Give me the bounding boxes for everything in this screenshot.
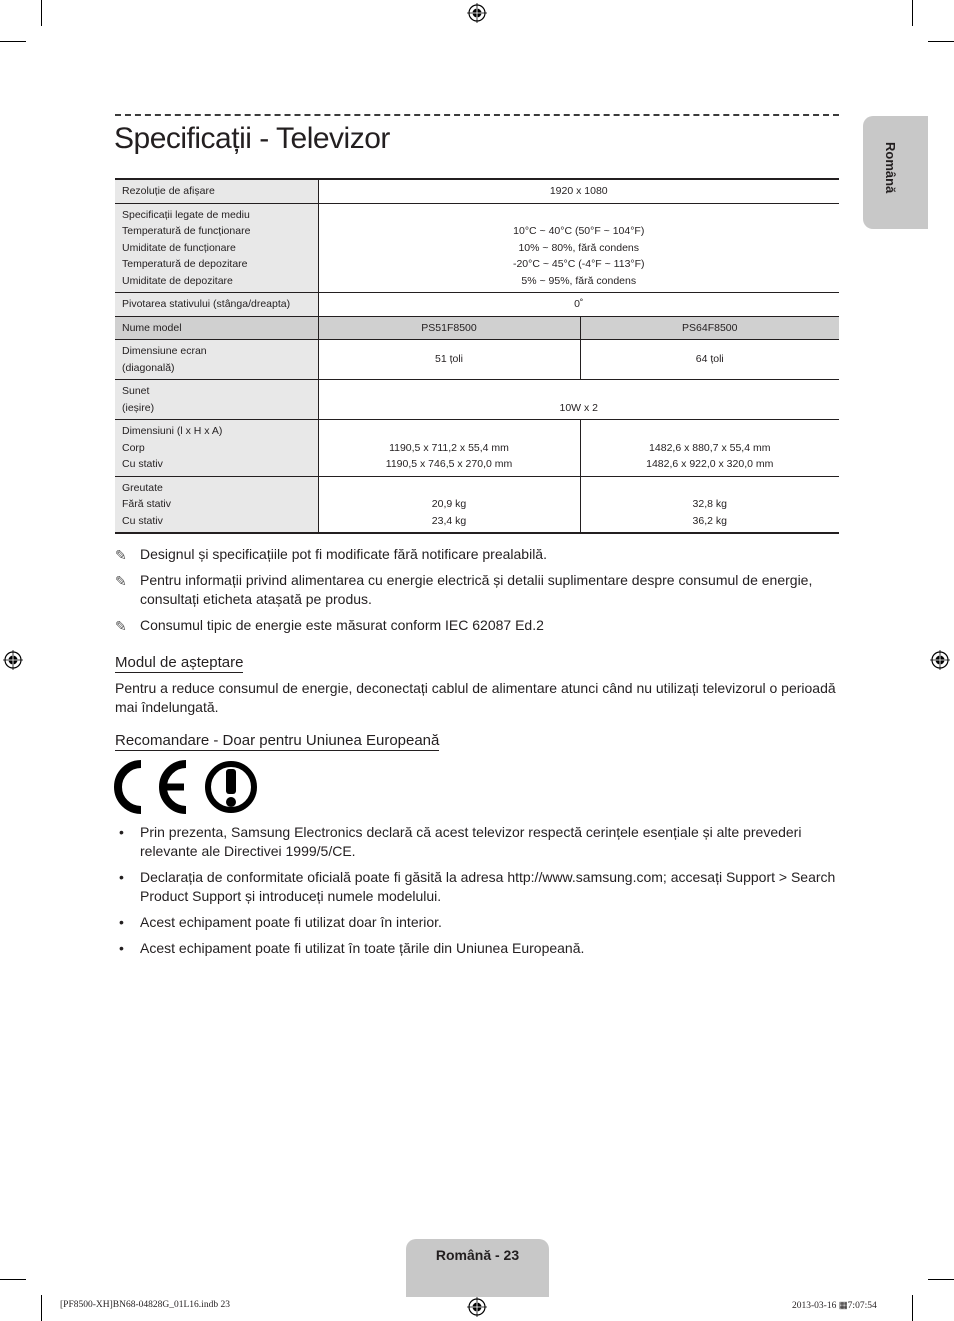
registration-mark-icon (467, 1297, 487, 1317)
spec-label (115, 203, 318, 293)
print-slug-file: [PF8500-XH]BN68-04828G_01L16.indb 23 (60, 1300, 230, 1310)
notes-list (115, 545, 839, 642)
spec-label-line: Greutate (122, 481, 163, 494)
spec-value-line: 5% ~ 95%, fără condens (521, 274, 637, 287)
note-text: Designul și specificațiile pot fi modificate fără notificare prealabilă. (140, 546, 547, 562)
list-item (115, 823, 839, 861)
note-text: Consumul tipic de energie este măsurat conform IEC 62087 Ed.2 (140, 617, 544, 633)
spec-label-line: Temperatură de funcționare (122, 225, 251, 237)
spec-row-stand-swivel (115, 293, 839, 317)
crop-mark (928, 1279, 954, 1280)
model-a-value: 51 țoli (318, 340, 580, 380)
spec-label (115, 476, 318, 533)
standby-heading: Modul de așteptare (115, 654, 244, 671)
spec-label-line: Temperatură de depozitare (122, 258, 248, 270)
model-a-name: PS51F8500 (318, 316, 580, 340)
bullet-text: Acest echipament poate fi utilizat doar în interior. (140, 914, 442, 930)
model-a-value (318, 476, 580, 533)
spec-label-line: (ieșire) (122, 401, 155, 414)
spec-value-line: 1190,5 x 711,2 x 55,4 mm (389, 441, 509, 454)
spec-value-line: 1482,6 x 922,0 x 320,0 mm (646, 458, 774, 470)
page-number-tab (406, 1239, 549, 1297)
spec-row-sound (115, 380, 839, 420)
note-item (115, 616, 839, 635)
spec-row-resolution (115, 179, 839, 203)
compliance-logos (114, 760, 264, 814)
spec-value-line: 32,8 kg (692, 498, 727, 510)
spec-value-line: 36,2 kg (692, 514, 727, 527)
bullet-icon: • (119, 824, 124, 840)
list-item (115, 913, 839, 932)
model-b-value: 64 țoli (580, 340, 839, 380)
pencil-icon: ✎ (115, 618, 127, 634)
spec-value-line: 23,4 kg (431, 514, 467, 527)
bullet-text: Prin prezenta, Samsung Electronics declară că acest televizor respectă cerințele esențiale și alte prevederi relevante ale Directivei 1999/5/CE. (140, 824, 802, 859)
spec-value-line: 20,9 kg (431, 498, 467, 510)
spec-label-line: (diagonală) (122, 361, 175, 374)
spec-label (115, 420, 318, 477)
bullet-icon: • (119, 940, 124, 956)
model-b-name: PS64F8500 (580, 316, 839, 340)
spec-row-environment (115, 203, 839, 293)
ce-mark-icon (114, 760, 194, 814)
spec-label (115, 380, 318, 420)
spec-value: 0˚ (318, 293, 839, 317)
spec-value-line: 10% ~ 80%, fără condens (518, 241, 640, 254)
recommendation-bullets (115, 823, 839, 965)
note-text: Pentru informații privind alimentarea cu energie electrică și detalii suplimentare despre consumul de energie, consultați eticheta atașată pe produs. (140, 572, 813, 607)
spec-row-screen-size (115, 340, 839, 380)
list-item (115, 939, 839, 958)
crop-mark (0, 1279, 26, 1280)
spec-label-line: Corp (122, 441, 145, 454)
spec-label-line: Sunet (122, 385, 150, 397)
spec-label (115, 340, 318, 380)
pencil-icon: ✎ (115, 547, 127, 563)
registration-mark-icon (930, 650, 950, 670)
crop-mark (0, 41, 26, 42)
spec-value-line: 10°C ~ 40°C (50°F ~ 104°F) (513, 225, 645, 237)
spec-label: Pivotarea stativului (stânga/dreapta) (115, 293, 318, 317)
spec-row-dimensions (115, 420, 839, 477)
spec-label-line: Dimensiune ecran (122, 345, 207, 357)
registration-mark-icon (3, 650, 23, 670)
bullet-icon: • (119, 869, 124, 885)
title-divider (115, 114, 839, 116)
page-number: Română - 23 (435, 1247, 520, 1263)
crop-mark (41, 1295, 42, 1321)
spec-label-line: Cu stativ (122, 458, 163, 470)
model-b-value (580, 476, 839, 533)
model-b-value (580, 420, 839, 477)
bullet-text: Acest echipament poate fi utilizat în toate țările din Uniunea Europeană. (140, 940, 585, 956)
page-title: Specificații - Televizor (114, 122, 390, 155)
spec-value-line: 1482,6 x 880,7 x 55,4 mm (649, 441, 771, 454)
print-slug-date: 2013-03-16 ▦7:07:54 (792, 1301, 877, 1311)
language-side-tab-label: Română (883, 142, 898, 194)
spec-label-line: Umiditate de funcționare (122, 241, 236, 254)
pencil-icon: ✎ (115, 573, 127, 589)
spec-value: 10W x 2 (318, 380, 839, 420)
spec-row-model-name (115, 316, 839, 340)
standby-text: Pentru a reduce consumul de energie, deconectați cablul de alimentare atunci când nu utilizați televizorul o perioadă mai îndelungată. (115, 680, 836, 715)
spec-value-line: -20°C ~ 45°C (-4°F ~ 113°F) (512, 258, 645, 270)
spec-label-line: Specificații legate de mediu (122, 208, 250, 221)
spec-value (318, 203, 839, 293)
spec-row-weight (115, 476, 839, 533)
spec-value-line: 1190,5 x 746,5 x 270,0 mm (385, 458, 513, 470)
alert-mark-icon (204, 760, 258, 814)
note-item (115, 545, 839, 564)
language-side-tab (863, 116, 928, 229)
crop-mark (912, 1295, 913, 1321)
bullet-text: Declarația de conformitate oficială poate fi găsită la adresa http://www.samsung.com; accesați Support > Search Product Support și introduceți numele modelului. (140, 869, 836, 904)
list-item (115, 868, 839, 906)
spec-label-line: Fără stativ (122, 498, 172, 510)
registration-mark-icon (467, 3, 487, 23)
spec-table (115, 178, 839, 534)
spec-label-line: Cu stativ (122, 514, 163, 527)
bullet-icon: • (119, 914, 124, 930)
spec-label-line: Umiditate de depozitare (122, 274, 233, 287)
crop-mark (912, 0, 913, 26)
note-item (115, 571, 839, 609)
spec-label-line: Dimensiuni (l x H x A) (122, 425, 223, 437)
model-a-value (318, 420, 580, 477)
spec-label: Rezoluție de afișare (115, 179, 318, 203)
crop-mark (41, 0, 42, 26)
recommendation-heading: Recomandare - Doar pentru Uniunea Europeană (115, 732, 440, 749)
spec-value: 1920 x 1080 (318, 179, 839, 203)
crop-mark (928, 41, 954, 42)
spec-label: Nume model (115, 316, 318, 340)
